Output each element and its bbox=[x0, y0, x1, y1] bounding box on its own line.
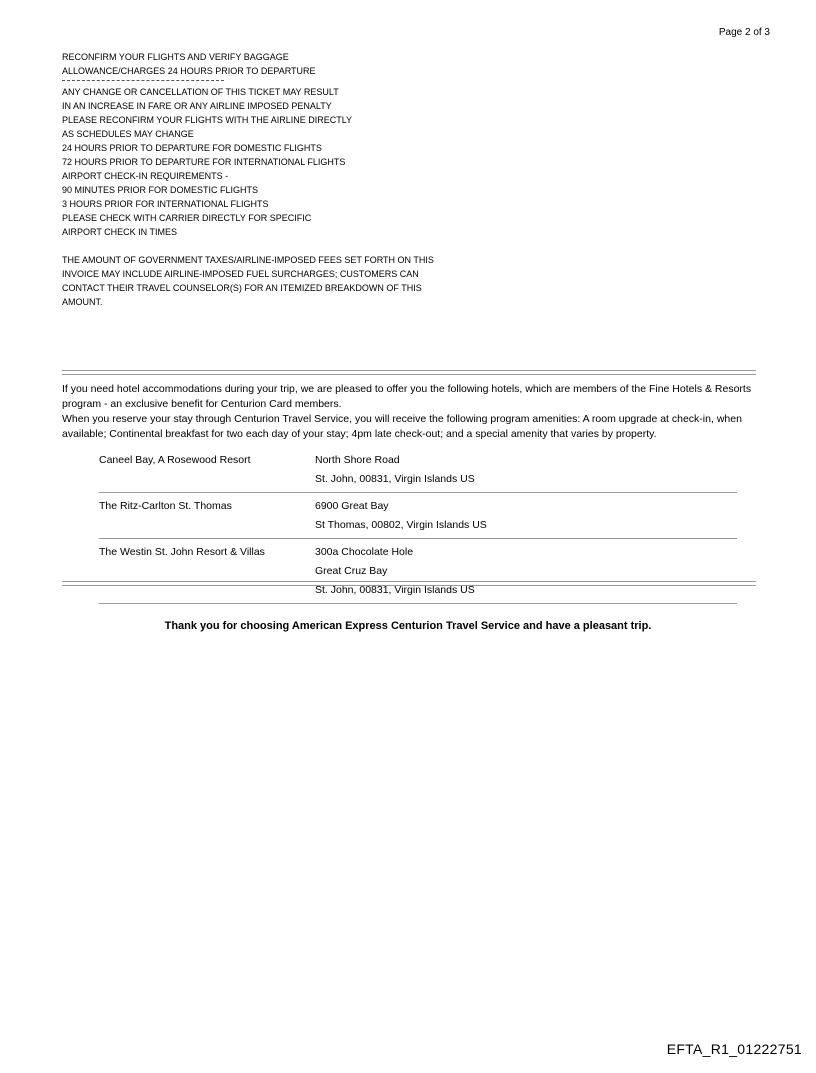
hotel-address-line: Great Cruz Bay bbox=[315, 565, 388, 577]
hotel-address-line: 6900 Great Bay bbox=[315, 500, 389, 512]
notice-line: THE AMOUNT OF GOVERNMENT TAXES/AIRLINE-IMPOSED FEES SET FORTH ON THIS bbox=[62, 255, 434, 265]
hotel-intro-paragraph: When you reserve your stay through Centurion Travel Service, you will receive the following program amenities: A room upgrade at check-in, when available; Continental breakfast for two each day of your stay; 4pm late check-out; and a special amenity that varies by property. bbox=[62, 413, 742, 440]
hotel-address-line: North Shore Road bbox=[315, 454, 400, 466]
notice-line: 90 MINUTES PRIOR FOR DOMESTIC FLIGHTS bbox=[62, 185, 259, 195]
hotel-name: The Ritz-Carlton St. Thomas bbox=[99, 500, 232, 512]
notice-line: AIRPORT CHECK-IN REQUIREMENTS - bbox=[62, 171, 229, 181]
hotel-row bbox=[99, 447, 737, 493]
airline-notice bbox=[62, 50, 562, 309]
hotel-address bbox=[315, 497, 737, 535]
hotel-address-line: St. John, 00831, Virgin Islands US bbox=[315, 584, 475, 596]
hotel-name: The Westin St. John Resort & Villas bbox=[99, 546, 265, 558]
hotel-address bbox=[315, 451, 737, 489]
notice-line: PLEASE CHECK WITH CARRIER DIRECTLY FOR SPECIFIC bbox=[62, 213, 312, 223]
hotel-intro-paragraph: If you need hotel accommodations during your trip, we are pleased to offer you the following hotels, which are members of the Fine Hotels & Resorts program - an exclusive benefit for Centurion Card members. bbox=[62, 383, 752, 410]
notice-line: ALLOWANCE/CHARGES 24 HOURS PRIOR TO DEPARTURE bbox=[62, 66, 316, 76]
thank-you-message: Thank you for choosing American Express Centurion Travel Service and have a pleasant trip. bbox=[164, 620, 652, 632]
hotel-address-line: St. John, 00831, Virgin Islands US bbox=[315, 473, 475, 485]
notice-line: 72 HOURS PRIOR TO DEPARTURE FOR INTERNATIONAL FLIGHTS bbox=[62, 157, 346, 167]
notice-line: INVOICE MAY INCLUDE AIRLINE-IMPOSED FUEL SURCHARGES; CUSTOMERS CAN bbox=[62, 269, 419, 279]
notice-line: 3 HOURS PRIOR FOR INTERNATIONAL FLIGHTS bbox=[62, 199, 269, 209]
bottom-double-rule bbox=[62, 581, 756, 586]
notice-line: CONTACT THEIR TRAVEL COUNSELOR(S) FOR AN ITEMIZED BREAKDOWN OF THIS bbox=[62, 283, 422, 293]
hotel-address-line: St Thomas, 00802, Virgin Islands US bbox=[315, 519, 487, 531]
hotel-intro bbox=[62, 382, 756, 442]
notice-line: IN AN INCREASE IN FARE OR ANY AIRLINE IMPOSED PENALTY bbox=[62, 101, 332, 111]
notice-line: AS SCHEDULES MAY CHANGE bbox=[62, 129, 194, 139]
hotel-row bbox=[99, 493, 737, 539]
dashed-separator bbox=[62, 80, 224, 82]
hotel-row bbox=[99, 539, 737, 604]
notice-line: AIRPORT CHECK IN TIMES bbox=[62, 227, 178, 237]
spacer bbox=[62, 239, 562, 253]
page-number: Page 2 of 3 bbox=[718, 27, 770, 38]
document-id: EFTA_R1_01222751 bbox=[666, 1041, 802, 1057]
hotel-address-line: 300a Chocolate Hole bbox=[315, 546, 414, 558]
notice-line: AMOUNT. bbox=[62, 297, 103, 307]
hotel-name: Caneel Bay, A Rosewood Resort bbox=[99, 454, 251, 466]
notice-line: RECONFIRM YOUR FLIGHTS AND VERIFY BAGGAGE bbox=[62, 52, 289, 62]
hotel-address bbox=[315, 543, 737, 600]
notice-line: PLEASE RECONFIRM YOUR FLIGHTS WITH THE AIRLINE DIRECTLY bbox=[62, 115, 353, 125]
notice-line: ANY CHANGE OR CANCELLATION OF THIS TICKET MAY RESULT bbox=[62, 87, 339, 97]
top-double-rule bbox=[62, 370, 756, 375]
notice-line: 24 HOURS PRIOR TO DEPARTURE FOR DOMESTIC FLIGHTS bbox=[62, 143, 322, 153]
